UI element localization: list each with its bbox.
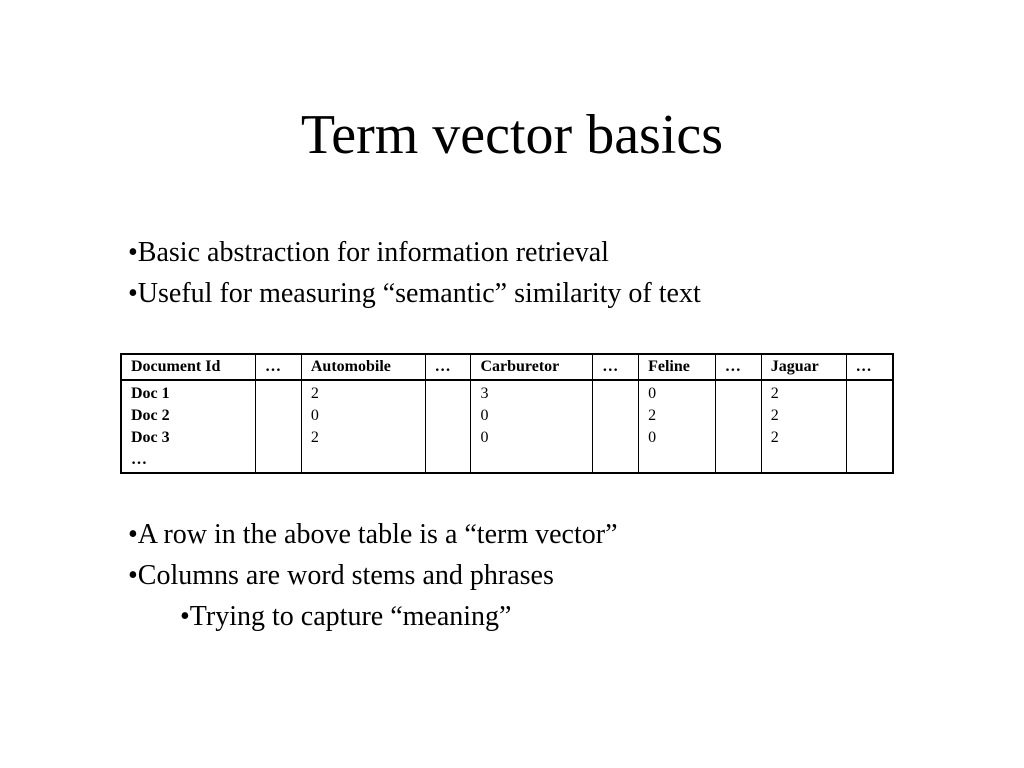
column-header-ellipsis: … xyxy=(715,354,761,380)
ellipsis-cell xyxy=(715,380,761,473)
table-cell: 2 xyxy=(310,429,319,446)
ellipsis-cell xyxy=(846,380,893,473)
bullet-item: •A row in the above table is a “term vector” xyxy=(128,519,618,550)
table-cell: 2 xyxy=(770,407,779,424)
table-cell: Doc 3 xyxy=(131,429,170,446)
bullet-item: •Columns are word stems and phrases xyxy=(128,560,554,591)
column-header-ellipsis: … xyxy=(593,354,639,380)
table-cell: 2 xyxy=(770,429,779,446)
table-cell: 0 xyxy=(310,407,319,424)
table-cell: … xyxy=(131,451,147,468)
term-vector-table xyxy=(120,353,894,474)
ellipsis-cell xyxy=(256,380,302,473)
column-header-ellipsis: … xyxy=(846,354,893,380)
ellipsis-cell xyxy=(593,380,639,473)
column-header-automobile: Automobile xyxy=(301,354,425,380)
document-id-cell xyxy=(121,380,256,473)
column-header-jaguar: Jaguar xyxy=(761,354,846,380)
column-header-document-id: Document Id xyxy=(121,354,256,380)
bullet-item: •Basic abstraction for information retrieval xyxy=(128,237,609,268)
bottom-bullet-list xyxy=(128,514,618,637)
bullet-item: •Useful for measuring “semantic” similarity of text xyxy=(128,278,701,309)
automobile-values-cell xyxy=(301,380,425,473)
column-header-ellipsis: … xyxy=(425,354,471,380)
table-cell: 0 xyxy=(480,407,489,424)
table-cell: 2 xyxy=(648,407,657,424)
table-cell: Doc 1 xyxy=(131,385,170,402)
table-cell: 0 xyxy=(480,429,489,446)
jaguar-values-cell xyxy=(761,380,846,473)
table-cell: 2 xyxy=(770,385,779,402)
table-body-row xyxy=(121,380,893,473)
table-cell: 3 xyxy=(480,385,489,402)
table-cell: 0 xyxy=(648,429,657,446)
table-cell: Doc 2 xyxy=(131,407,170,424)
column-header-ellipsis: … xyxy=(256,354,302,380)
table-cell: 0 xyxy=(648,385,657,402)
top-bullet-list xyxy=(128,232,701,314)
sub-bullet-item: •Trying to capture “meaning” xyxy=(180,601,512,632)
column-header-carburetor: Carburetor xyxy=(471,354,593,380)
column-header-feline: Feline xyxy=(639,354,716,380)
feline-values-cell xyxy=(639,380,716,473)
table-header-row xyxy=(121,354,893,380)
table-cell: 2 xyxy=(310,385,319,402)
carburetor-values-cell xyxy=(471,380,593,473)
ellipsis-cell xyxy=(425,380,471,473)
slide-title: Term vector basics xyxy=(300,104,724,166)
